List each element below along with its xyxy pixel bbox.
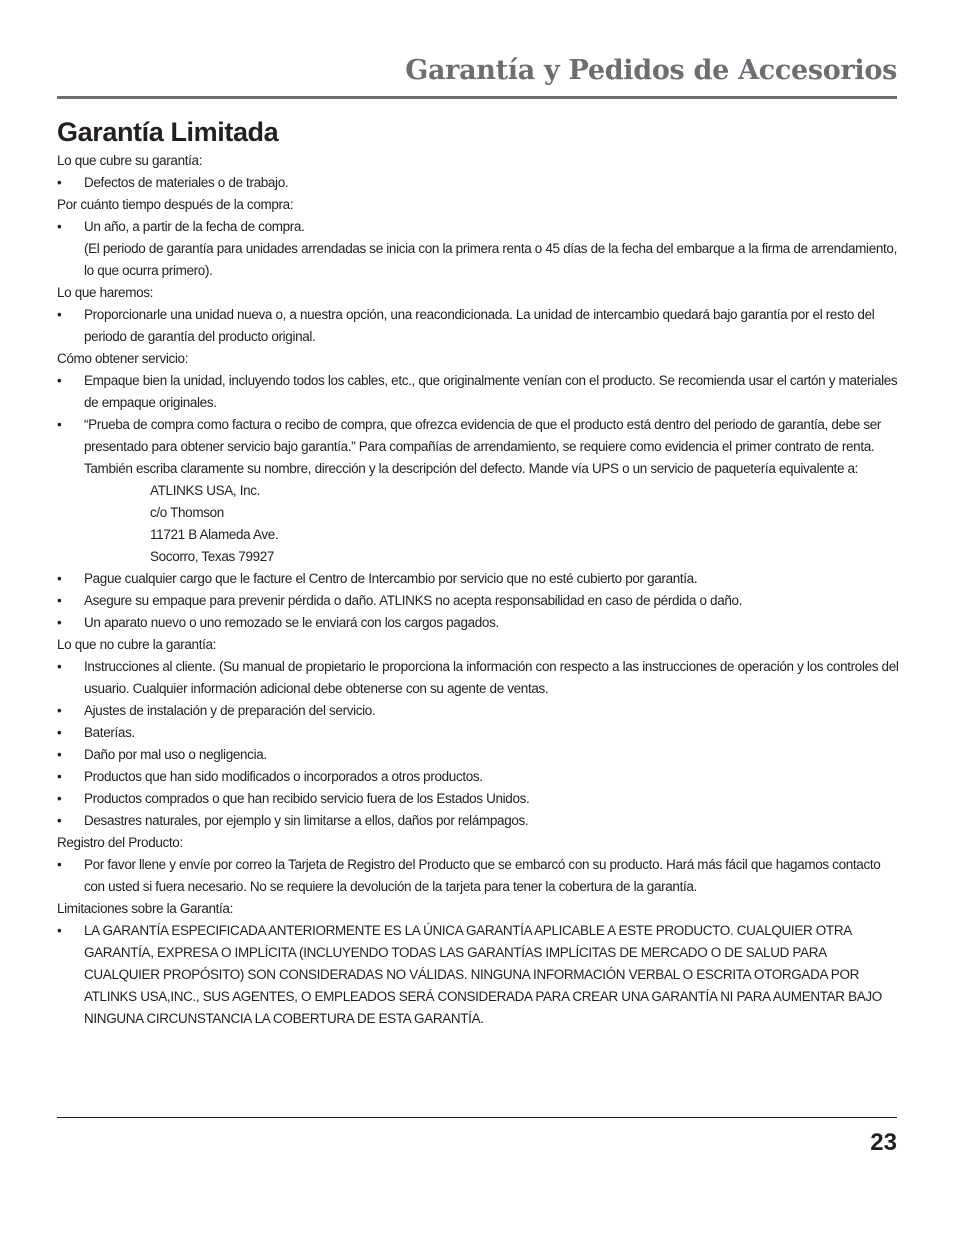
bullet-marker: • <box>57 219 62 234</box>
limitations-heading: Limitaciones sobre la Garantía: <box>57 901 233 916</box>
bullet-marker: • <box>57 593 62 608</box>
service-item-text: “Prueba de compra como factura o recibo de compra, que ofrezca evidencia de que el producto está dentro del periodo de garantía, debe ser presentado para obtener servicio bajo garantía.” Para compañías de arrendamiento, se requiere como evidencia el primer contrato de renta. También escriba claramente su nombre, dirección y la descripción del defecto. Mande vía UPS o un servicio de paquetería equivalente a: <box>84 417 882 476</box>
footer-divider <box>57 1117 897 1118</box>
bullet-marker: • <box>57 857 62 872</box>
actions-heading: Lo que haremos: <box>57 285 154 300</box>
service-item-text: Asegure su empaque para prevenir pérdida o daño. ATLINKS no acepta responsabilidad en caso de pérdida o daño. <box>84 593 743 608</box>
service-item <box>57 414 899 480</box>
service-item-text: Empaque bien la unidad, incluyendo todos los cables, etc., que originalmente venían con el producto. Se recomienda usar el cartón y materiales de empaque originales. <box>84 373 898 410</box>
bullet-marker: • <box>57 307 62 322</box>
registration-item <box>57 854 899 898</box>
registration-item-text: Por favor llene y envíe por correo la Tarjeta de Registro del Producto que se embarcó con su producto. Hará más fácil que hagamos contacto con usted si fuera necesario. No se requiere la devolución de la tarjeta para tener la cobertura de la garantía. <box>84 857 881 894</box>
not-covered-item <box>57 810 899 832</box>
bullet-marker: • <box>57 923 62 938</box>
limitations-item-text: LA GARANTÍA ESPECIFICADA ANTERIORMENTE ES LA ÚNICA GARANTÍA APLICABLE A ESTE PRODUCTO. CUALQUIER OTRA GARANTÍA, EXPRESA O IMPLÍCITA (INCLUYENDO TODAS LAS GARANTÍAS IMPLÍCITAS DE MERCADO O DE SALUD PARA CUALQUIER PROPÓSITO) SON CONSIDERADAS NO VÁLIDAS. NINGUNA INFORMACIÓN VERBAL O ESCRITA OTORGADA POR ATLINKS USA,INC., SUS AGENTES, O EMPLEADOS SERÁ CONSIDERADA PARA CREAR UNA GARANTÍA NI PARA AUMENTAR BAJO NINGUNA CIRCUNSTANCIA LA COBERTURA DE ESTA GARANTÍA. <box>84 923 882 1026</box>
service-item <box>57 370 899 414</box>
not-covered-item <box>57 788 899 810</box>
not-covered-item <box>57 744 899 766</box>
actions-item-text: Proporcionarle una unidad nueva o, a nuestra opción, una reacondicionada. La unidad de intercambio quedará bajo garantía por el resto del periodo de garantía del producto original. <box>84 307 875 344</box>
bullet-marker: • <box>57 703 62 718</box>
section-title: Garantía Limitada <box>57 117 279 147</box>
service-item-text: Un aparato nuevo o uno remozado se le enviará con los cargos pagados. <box>84 615 499 630</box>
limitations-item <box>57 920 899 1030</box>
not-covered-item-text: Desastres naturales, por ejemplo y sin limitarse a ellos, daños por relámpagos. <box>84 813 529 828</box>
registration-heading: Registro del Producto: <box>57 835 183 850</box>
covers-item-text: Defectos de materiales o de trabajo. <box>84 175 289 190</box>
not-covered-item <box>57 766 899 788</box>
page-header-title: Garantía y Pedidos de Accesorios <box>405 55 897 86</box>
duration-item <box>57 216 899 282</box>
bullet-marker: • <box>57 791 62 806</box>
not-covered-item <box>57 722 899 744</box>
bullet-marker: • <box>57 747 62 762</box>
address-line: 11721 B Alameda Ave. <box>150 527 279 542</box>
covers-item <box>57 172 899 194</box>
bullet-marker: • <box>57 373 62 388</box>
not-covered-item-text: Baterías. <box>84 725 135 740</box>
address-line: ATLINKS USA, Inc. <box>150 483 261 498</box>
bullet-marker: • <box>57 175 62 190</box>
covers-heading: Lo que cubre su garantía: <box>57 153 203 168</box>
not-covered-item <box>57 700 899 722</box>
service-heading: Cómo obtener servicio: <box>57 351 189 366</box>
service-item <box>57 590 899 612</box>
duration-item-text: Un año, a partir de la fecha de compra. (El periodo de garantía para unidades arrendadas se inicia con la primera renta o 45 días de la fecha del embarque a la firma de arrendamiento, lo que ocurra primero). <box>84 219 897 278</box>
bullet-marker: • <box>57 659 62 674</box>
service-item <box>57 568 899 590</box>
service-item-text: Pague cualquier cargo que le facture el Centro de Intercambio por servicio que no esté cubierto por garantía. <box>84 571 698 586</box>
not-covered-heading: Lo que no cubre la garantía: <box>57 637 217 652</box>
not-covered-item <box>57 656 899 700</box>
not-covered-item-text: Instrucciones al cliente. (Su manual de propietario le proporciona la información con respecto a las instrucciones de operación y los controles del usuario. Cualquier información adicional debe obtenerse con su agente de ventas. <box>84 659 899 696</box>
actions-item <box>57 304 899 348</box>
not-covered-item-text: Ajustes de instalación y de preparación del servicio. <box>84 703 376 718</box>
bullet-marker: • <box>57 769 62 784</box>
header-divider <box>57 96 897 99</box>
duration-heading: Por cuánto tiempo después de la compra: <box>57 197 294 212</box>
bullet-marker: • <box>57 571 62 586</box>
address-line: c/o Thomson <box>150 505 224 520</box>
service-item <box>57 612 899 634</box>
bullet-marker: • <box>57 615 62 630</box>
not-covered-item-text: Daño por mal uso o negligencia. <box>84 747 267 762</box>
not-covered-item-text: Productos que han sido modificados o incorporados a otros productos. <box>84 769 483 784</box>
bullet-marker: • <box>57 813 62 828</box>
bullet-marker: • <box>57 417 62 432</box>
address-line: Socorro, Texas 79927 <box>150 549 275 564</box>
not-covered-item-text: Productos comprados o que han recibido servicio fuera de los Estados Unidos. <box>84 791 530 806</box>
warranty-content <box>57 150 899 1030</box>
page-number: 23 <box>870 1129 897 1156</box>
bullet-marker: • <box>57 725 62 740</box>
